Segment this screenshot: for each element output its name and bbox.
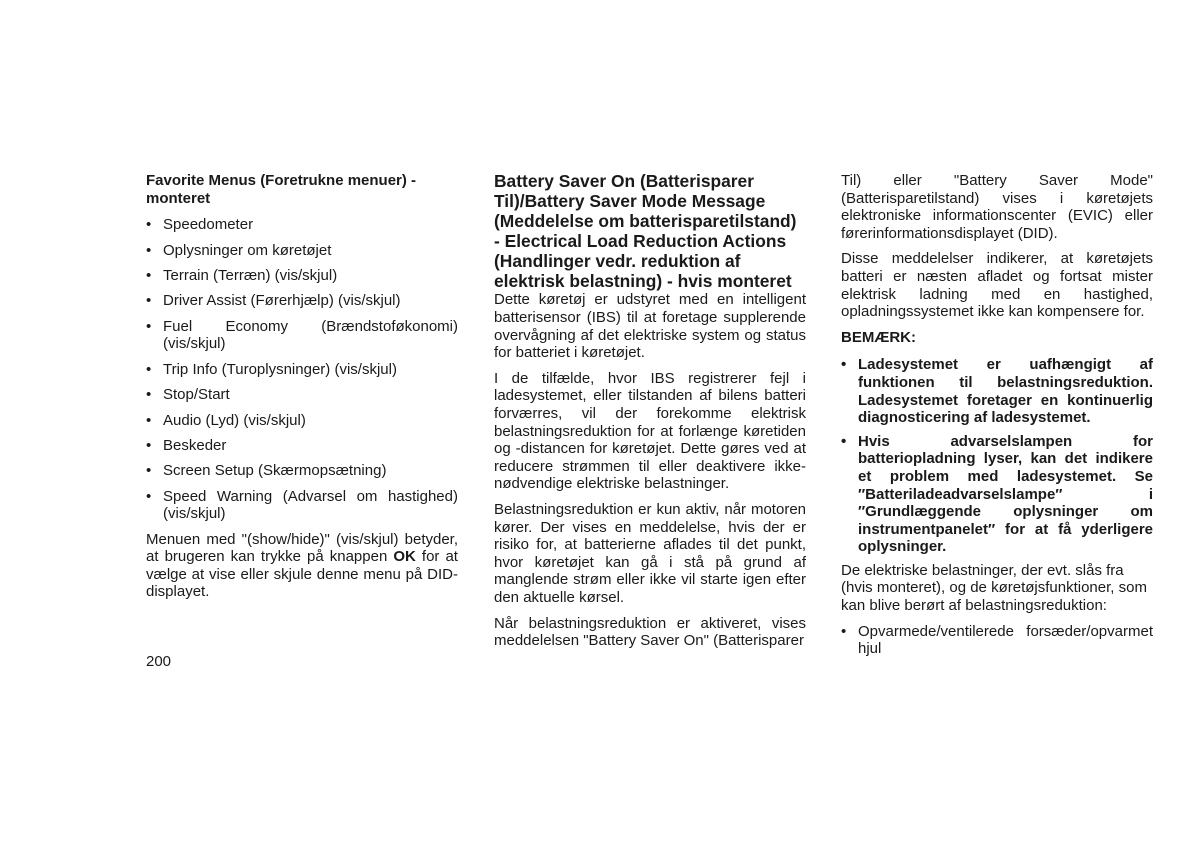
list-item: • Screen Setup (Skærmopsætning) (146, 462, 387, 480)
paragraph: Til) eller "Battery Saver Mode" (Batterisparetilstand) vises i køretøjets elektroniske informationscenter (EVIC) eller førerinformationsdisplayet (DID). (841, 172, 1153, 242)
bullet-icon: • (146, 292, 152, 310)
list-item: • Hvis advarselslampen for batteriopladning lyser, kan det indikere et problem med ladesystemet. Se ″Batteriladeadvarselslampe″ i ″Grundlæggende oplysninger om instrumentpanelet″ for at få yderligere oplysninger. (841, 432, 1153, 556)
bullet-icon: • (841, 432, 847, 450)
paragraph: Belastningsreduktion er kun aktiv, når motoren kører. Der vises en meddelelse, hvis der er risiko for, at batterierne aflades til det punkt, hvor køretøjet kan gå i stå på grund af manglende strøm eller ikke vil starte igen efter den aktuelle kørsel. (494, 500, 806, 606)
bullet-icon: • (146, 216, 152, 234)
list-item: • Oplysninger om køretøjet (146, 241, 332, 259)
list-item: • Terrain (Terræn) (vis/skjul) (146, 266, 338, 284)
list-item: • Speed Warning (Advarsel om hastighed) (vis/skjul) (146, 487, 458, 523)
column-middle (494, 172, 806, 658)
paragraph: I de tilfælde, hvor IBS registrerer fejl i ladesystemet, eller tilstanden af bilens batteri forværres, vil der forekomme elektrisk belastningsreduktion for at forlænge køretiden og -distancen for køretøjet. Dette gøres ved at reducere strømmen til eller deaktivere ikke-nødvendige elektriske belastninger. (494, 369, 806, 493)
show-hide-paragraph: Menuen med "(show/hide)" (vis/skjul) betyder, at brugeren kan trykke på knappen OK for at vælge at vise eller skjule denne menu på DID-displayet. (146, 530, 458, 601)
column-right (841, 172, 1153, 666)
bullet-icon: • (841, 622, 847, 640)
paragraph: Disse meddelelser indikerer, at køretøjets batteri er næsten afladet og fortsat mister elektrisk ladning med en hastighed, opladningssystemet ikke kan kompensere for. (841, 250, 1153, 321)
bullet-icon: • (146, 360, 152, 378)
note-label: BEMÆRK: (841, 328, 916, 346)
battery-saver-heading: Battery Saver On (Batterisparer Til)/Battery Saver Mode Message (Meddelelse om batterisparetilstand) - Electrical Load Reduction Actions (Handlinger vedr. reduktion af elektrisk belastning) - hvis monteret (494, 171, 797, 291)
list-item: • Fuel Economy (Brændstoføkonomi) (vis/skjul) (146, 317, 458, 353)
list-item: • Stop/Start (146, 386, 230, 404)
list-item: • Opvarmede/ventilerede forsæder/opvarmet hjul (841, 622, 1153, 658)
paragraph: De elektriske belastninger, der evt. slås fra (hvis monteret), og de køretøjsfunktioner, som kan blive berørt af belastningsreduktion: (841, 561, 1147, 615)
bullet-icon: • (146, 462, 152, 480)
ok-label: OK (393, 548, 416, 566)
list-item: • Ladesystemet er uafhængigt af funktionen til belastningsreduktion. Ladesystemet foretager en kontinuerlig diagnosticering af ladesystemet. (841, 356, 1153, 427)
bullet-icon: • (146, 317, 152, 335)
list-item: • Driver Assist (Førerhjælp) (vis/skjul) (146, 292, 401, 310)
bullet-icon: • (146, 386, 152, 404)
bullet-icon: • (841, 356, 847, 374)
list-item: • Trip Info (Turoplysninger) (vis/skjul) (146, 360, 397, 378)
bullet-icon: • (146, 436, 152, 454)
paragraph: Når belastningsreduktion er aktiveret, vises meddelelsen "Battery Saver On" (Batterisparer (494, 614, 806, 650)
bullet-icon: • (146, 241, 152, 259)
list-item: • Beskeder (146, 436, 227, 454)
favorite-menus-heading: Favorite Menus (Foretrukne menuer) - monteret (146, 172, 417, 207)
affected-loads-list (841, 623, 1153, 658)
page-number: 200 (146, 653, 172, 670)
paragraph: Dette køretøj er udstyret med en intelligent batterisensor (IBS) til at foretage supplerende overvågning af det elektriske system og status for batteriet i køretøjet. (494, 291, 806, 362)
list-item: • Audio (Lyd) (vis/skjul) (146, 411, 306, 429)
column-left (146, 172, 458, 609)
favorite-menus-list (146, 216, 458, 523)
bullet-icon: • (146, 411, 152, 429)
bullet-icon: • (146, 487, 152, 505)
bullet-icon: • (146, 266, 152, 284)
list-item: • Speedometer (146, 216, 254, 234)
note-list (841, 356, 1153, 556)
